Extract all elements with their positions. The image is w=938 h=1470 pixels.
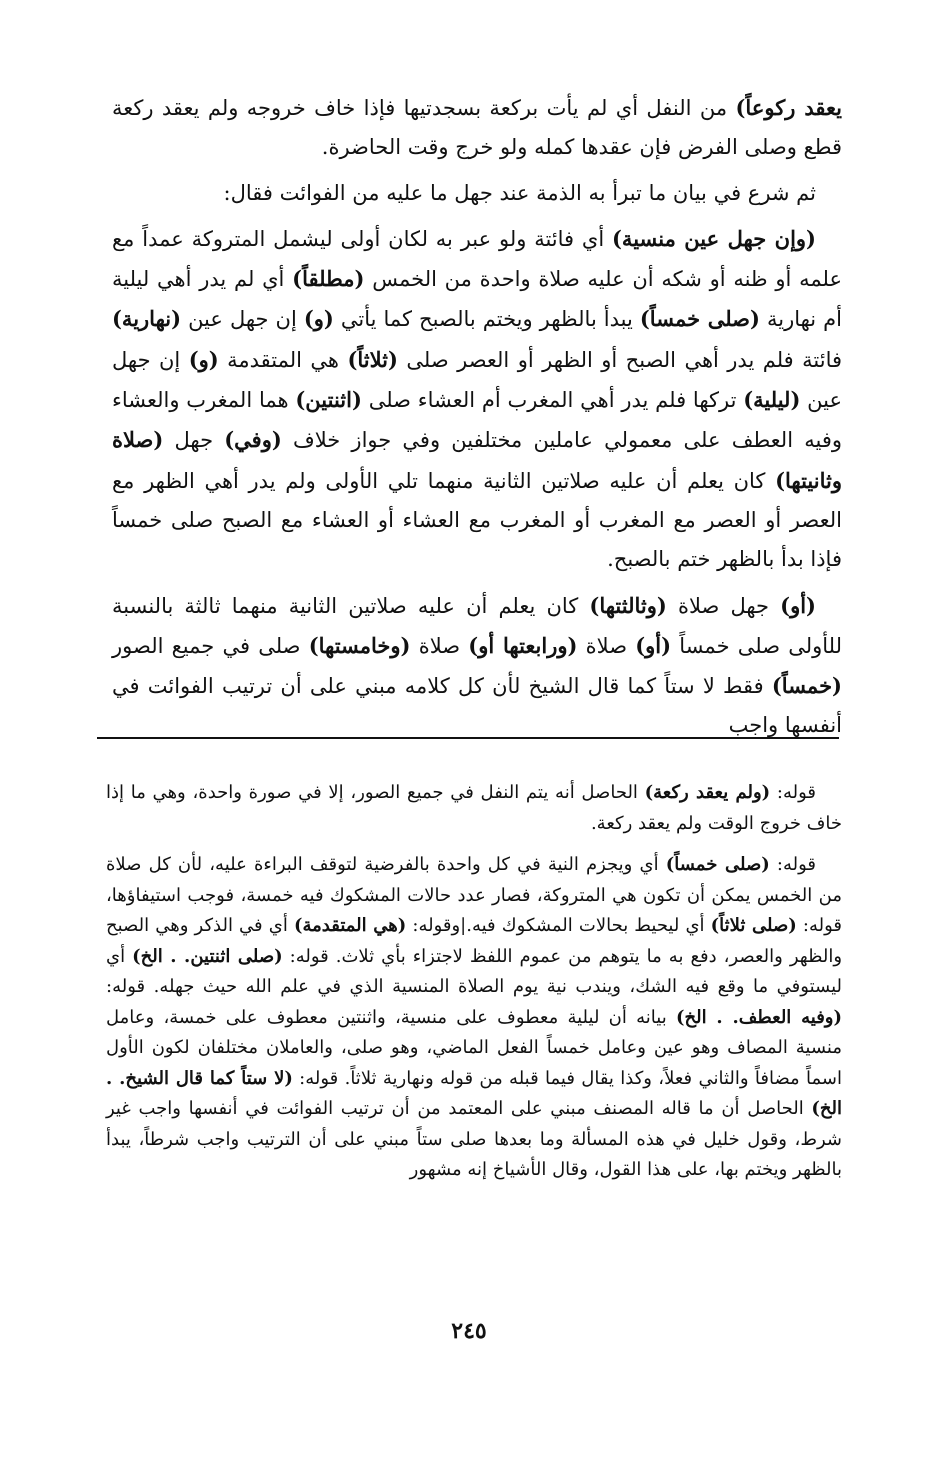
- footnote-1: [106, 778, 842, 839]
- bold-phrase: (صلى خمساً): [639, 306, 760, 332]
- text-run: أي ويجزم النية في كل واحدة بالفرضية لتوقف البراءة عليه، لأن كل صلاة من الخمس يمكن أن تكون هي المتروكة، فصار عدد حالات المشكوك فيه خمسة، فوجب استيفاؤها، قوله:: [106, 854, 843, 936]
- text-run: كان يعلم أن عليه صلاتين الثانية منهما ثالثة بالنسبة للأولى صلى خمساً: [112, 593, 843, 658]
- main-paragraph-4: [112, 586, 842, 746]
- main-paragraph-3: [112, 219, 842, 580]
- text-run: أي في الذكر وهي الصبح والظهر والعصر، دفع به ما يتوهم من عموم اللفظ لاجتزاء بأي ثلاث. قوله:: [106, 915, 843, 967]
- bold-phrase: (وخامستها): [308, 632, 411, 658]
- text-run: كان يعلم أن عليه صلاتين الثانية منهما تلي الأولى ولم يدر أهي الظهر مع العصر أو العصر مع المغرب أو المغرب مع العشاء أو العشاء مع الصبح صلى خمساً فإذا بدأ بالظهر ختم بالصبح.: [112, 468, 842, 572]
- text-run: يبدأ بالظهر ويختم بالصبح كما يأتي: [333, 307, 640, 332]
- main-text: [112, 88, 842, 746]
- bold-phrase: (أو): [635, 632, 672, 658]
- text-run: جهل صلاة: [666, 593, 781, 618]
- bold-phrase: (صلى اثنتين. . الخ): [132, 945, 283, 967]
- text-run: الحاصل أن ما قاله المصنف مبني على المعتمد من أن ترتيب الفوائت في أنفسها واجب غير شرط، وقول خليل في هذه المسألة وما بعدها صلى ستاً مبني على أن الترتيب واجب شرطاً، يبدأ بالظهر ويختم بها، على هذا القول، وقال الأشياخ إنه مشهور: [106, 1098, 842, 1180]
- bold-phrase: يعقد ركوعاً): [735, 95, 842, 120]
- text-run: هما المغرب والعشاء وفيه العطف على معمولي عاملين مختلفين وفي جواز خلاف: [112, 388, 842, 453]
- footnote-2: [106, 850, 842, 1186]
- bold-phrase: (وثالثتها): [589, 592, 667, 618]
- text-run: ثم شرع في بيان ما تبرأ به الذمة عند جهل ما عليه من الفوائت فقال:: [223, 180, 816, 205]
- text-run: فقط لا ستاً كما قال الشيخ لأن كل كلامه مبني على أن ترتيب الفوائت في أنفسها واجب: [112, 674, 842, 738]
- text-run: أي لم يدر أهي ليلية أم نهارية: [112, 267, 842, 332]
- bold-phrase: (صلاة وثانيتها): [112, 427, 842, 493]
- text-run: صلى في جميع الصور: [112, 633, 309, 658]
- text-run: صلاة: [577, 633, 636, 658]
- bold-phrase: (صلى ثلاثاً): [710, 915, 797, 936]
- bold-phrase: (وفيه العطف. . الخ): [676, 1006, 843, 1028]
- bold-phrase: (لا ستاً كما قال الشيخ. . الخ): [106, 1067, 842, 1119]
- text-run: فائتة فلم يدر أهي الصبح أو الظهر أو العصر صلى: [397, 347, 843, 372]
- bold-phrase: (ولم يعقد ركعة): [644, 782, 771, 803]
- bold-phrase: (ثلاثاً): [347, 346, 398, 372]
- bold-phrase: (صلى خمساً): [665, 854, 770, 875]
- bold-phrase: (نهارية): [112, 306, 182, 332]
- bold-phrase: (ورابعتها أو): [468, 632, 578, 658]
- main-paragraph-2: [112, 174, 842, 213]
- bold-phrase: (هي المتقدمة): [293, 915, 407, 936]
- text-run: من النفل أي لم يأت بركعة بسجدتيها فإذا خاف خروجه ولم يعقد ركعة قطع وصلى الفرض فإن عقدها كمله ولو خرج وقت الحاضرة.: [112, 96, 842, 160]
- text-run: صلاة: [410, 633, 469, 658]
- text-run: الحاصل أنه يتم النفل في جميع الصور، إلا في صورة واحدة، وهي ما إذا خاف خروج الوقت ولم يعقد ركعة.: [106, 782, 842, 834]
- bold-phrase: (مطلقاً): [292, 266, 365, 292]
- text-run: قوله:: [769, 854, 817, 875]
- page-number: ٢٤٥: [451, 1318, 487, 1344]
- bold-phrase: (اثنتين): [295, 387, 362, 413]
- text-run: أي ليحيط بحالات المشكوك فيه.|وقوله:: [406, 915, 711, 936]
- text-run: إن جهل عين: [181, 307, 304, 332]
- text-run: جهل: [163, 428, 225, 453]
- bold-phrase: (وإن جهل عين منسية): [612, 225, 816, 251]
- bold-phrase: (و): [188, 346, 219, 372]
- footnotes: [106, 778, 842, 1186]
- bold-phrase: (خمساً): [771, 673, 842, 699]
- text-run: أي ليستوفي ما وقع فيه الشك، ويندب نية يوم الصلاة المنسية الذي في علم الله حيث جهله. قوله:: [106, 945, 842, 997]
- text-run: بيانه أن ليلية معطوف على منسية، واثنتين معطوف على خمسة، وعامل منسية المصاف وهو عين وعامل خمساً الفعل الماضي، وهو صلى، والعاملان مختلفان لكون الأول اسماً مضافاً والثاني فعلاً، وكذا يقال فيما قبله من قوله ونهارية ثلاثاً. قوله:: [106, 1006, 842, 1089]
- text-run: إن جهل عين: [112, 347, 843, 413]
- text-run: تركها فلم يدر أهي المغرب أم العشاء صلى: [361, 388, 744, 413]
- text-run: قوله:: [770, 782, 816, 803]
- bold-phrase: (أو): [780, 592, 816, 618]
- text-run: أي فائتة ولو عبر به لكان أولى ليشمل المتروكة عمداً مع علمه أو ظنه أو شكه أن عليه صلاة واحدة من الخمس: [112, 226, 843, 292]
- main-paragraph-1: [112, 88, 842, 168]
- bold-phrase: (ليلية): [743, 387, 801, 413]
- bold-phrase: (وفي): [224, 427, 282, 453]
- text-run: هي المتقدمة: [218, 347, 348, 372]
- bold-phrase: (و): [303, 306, 334, 332]
- footnote-divider: [97, 737, 839, 739]
